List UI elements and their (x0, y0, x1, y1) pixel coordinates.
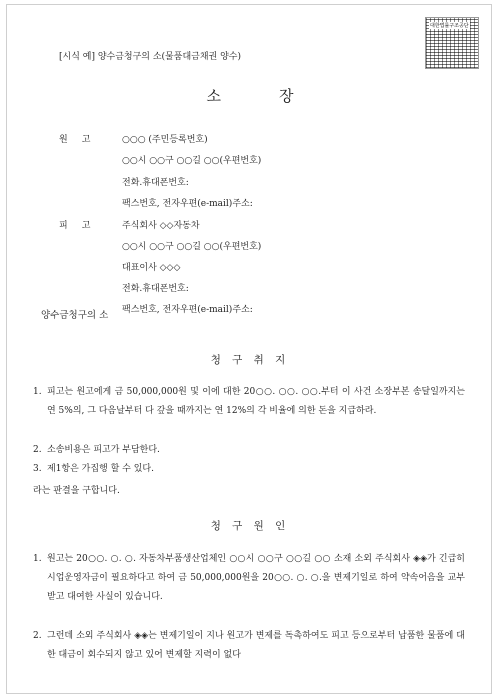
document-page (6, 4, 492, 694)
plaintiff-line: 팩스번호, 전자우편(e-mail)주소: (122, 199, 253, 209)
plaintiff-line: ○○○ (주민등록번호) (122, 135, 208, 145)
claim-item (33, 441, 465, 460)
section-heading-claim-cause: 청 구 원 인 (210, 520, 290, 532)
claim-item-number: 1. (33, 387, 42, 397)
defendant-line: 전화.휴대폰번호: (122, 284, 189, 294)
plaintiff-line: ○○시 ○○구 ○○길 ○○(우편번호) (122, 156, 262, 166)
defendant-line: 대표이사 ◇◇◇ (122, 263, 181, 273)
defendant-line: 주식회사 ◇◇자동차 (122, 221, 200, 231)
claim-item-number: 2. (33, 445, 42, 455)
title-char-1: 소 (206, 87, 221, 105)
defendant-line: 팩스번호, 전자우편(e-mail)주소: (122, 305, 253, 315)
plaintiff-label-2: 고 (81, 135, 91, 145)
claim-item (33, 460, 465, 479)
cause-item-text: 원고는 20○○. ○. ○. 자동차부품생산업체인 ○○시 ○○구 ○○길 ○○ 소재 소외 주식회사 ◈◈가 긴급히 시업운영자금이 필요하다고 하여 금 50,000,000원을 20○○. ○. ○.을 변제기일로 하여 약속어음을 교부받고 대여한 사실이 있습니다. (47, 554, 465, 602)
plaintiff-line: 전화.휴대폰번호: (122, 178, 189, 188)
cause-item-text: 그런데 소외 주식회사 ◈◈는 변제기일이 지나 원고가 변제를 독촉하여도 피고 등으로부터 납품한 물품에 대한 대금이 회수되지 않고 있어 변제할 지력이 없다 (47, 631, 465, 660)
cause-item (33, 550, 465, 607)
document-header: [시식 예] 양수금청구의 소(물품대금채권 양수) (59, 52, 241, 62)
claim-item-text: 제1항은 가집행 할 수 있다. (47, 464, 154, 474)
document-title (7, 85, 493, 106)
defendant-label (59, 218, 90, 231)
section-heading-claim-purpose: 청 구 취 지 (210, 354, 290, 366)
cause-item-number: 2. (33, 631, 42, 641)
claim-item-number: 3. (33, 464, 42, 474)
cause-item-number: 1. (33, 554, 42, 564)
title-char-2: 장 (279, 87, 294, 105)
claim-closing: 라는 판결을 구합니다. (33, 486, 120, 496)
cause-item (33, 627, 465, 665)
case-subject: 양수금청구의 소 (41, 310, 109, 321)
claim-item (33, 383, 465, 421)
defendant-label-2: 고 (81, 221, 91, 231)
stamp-text: 대한법률구조공단 (430, 23, 469, 29)
plaintiff-label-1: 원 (59, 135, 68, 145)
plaintiff-label (59, 132, 90, 145)
defendant-line: ○○시 ○○구 ○○길 ○○(우편번호) (122, 242, 262, 252)
claim-item-text: 피고는 원고에게 금 50,000,000원 및 이에 대한 20○○. ○○. ○○.부터 이 사건 소장부본 송달일까지는 연 5%의, 그 다음날부터 다 갚을 때까지는 연 12%의 각 비율에 의한 돈을 지급하라. (47, 387, 465, 416)
defendant-label-1: 피 (59, 221, 68, 231)
qr-code-stamp (425, 17, 479, 69)
claim-item-text: 소송비용은 피고가 부담한다. (47, 445, 160, 455)
